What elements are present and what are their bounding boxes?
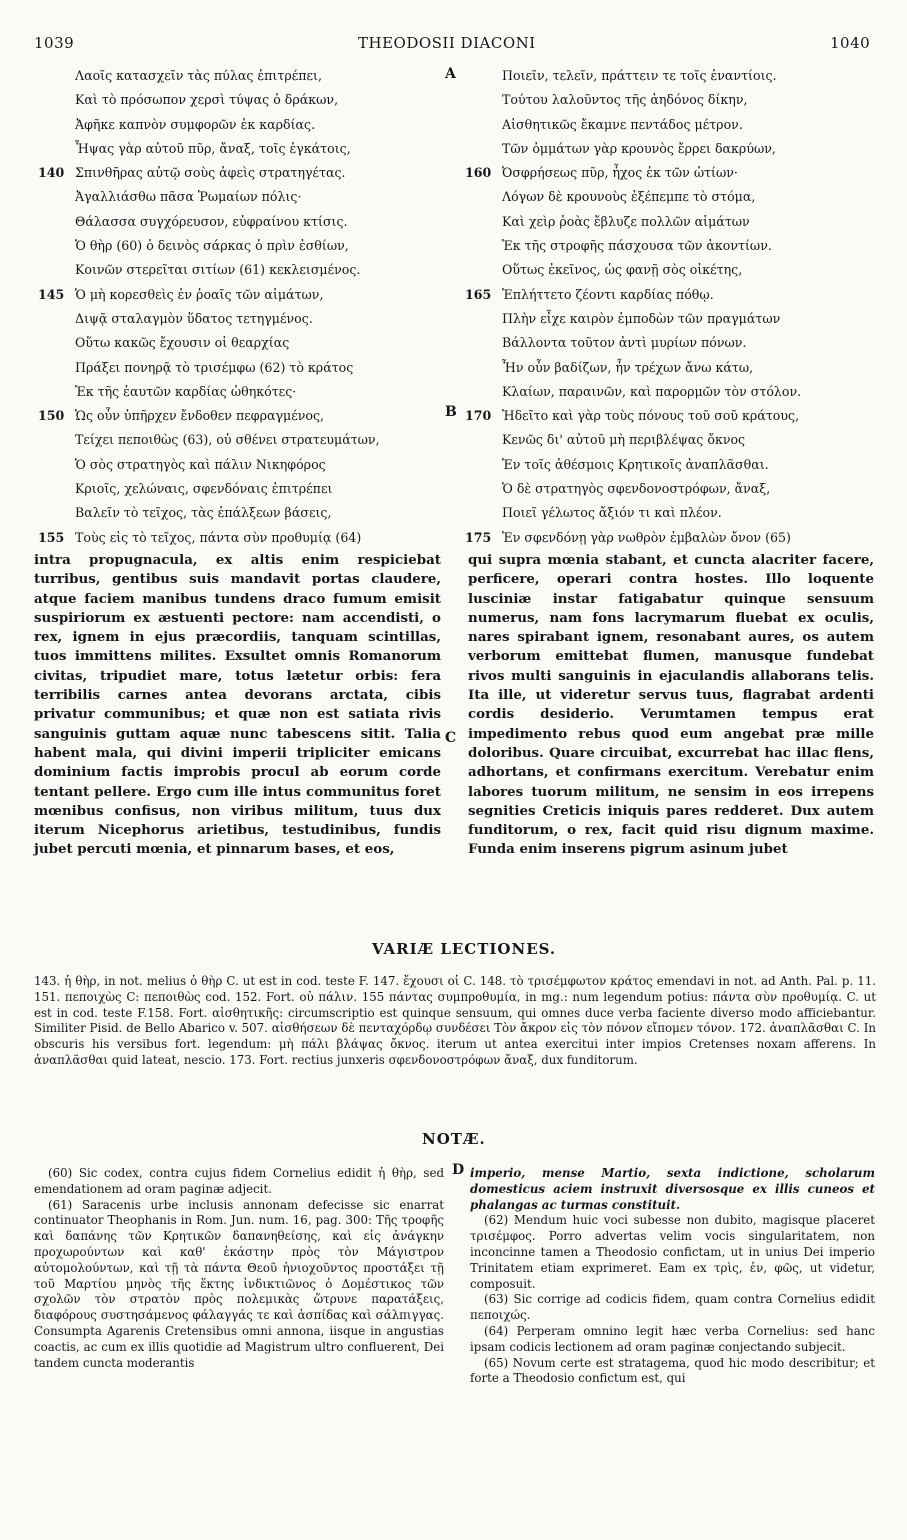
verse-text: Λόγων δὲ κρουνοὺς ἐξέπεμπε τὸ στόμα, [502,189,756,205]
verse-line [465,283,882,307]
verse-text: Κενῶς δι' αὐτοῦ μὴ περιβλέψας ὄκνος [502,432,746,448]
line-number: 145 [38,286,65,302]
verse-text: Τούτου λαλοῦντος τῆς ἀηδόνος δίκην, [502,92,748,108]
line-number: 175 [465,529,492,545]
verse-line [465,404,882,428]
greek-verse-right [465,64,882,550]
latin-translation-right: qui supra mœnia stabant, et cuncta alacriter facere, perficere, operari contra hostes. Illo loquente lusciniæ instar fatigabatur quinque sensuum numerus, nam fons lacrymarum fluebat ex oculis, nares spirabant ignem, resonabant aures, os autem verborum emittebat flumen, manusque fundebat rivos multi sanguinis in ejaculandis allaborans telis. Ita ille, ut videretur servus tuus, flagrabat ardenti cordis desiderio. Verumtamen tempus erat impedimento rebus quod eum angebat præ mille doloribus. Quare circuibat, excurrebat hac illac flens, adhortans, et confirmans exercitum. Verebatur enim labores tuorum militum, ne sensim in eos irrepens segnities Creticis iniquis pares redderet. Dux autem funditorum, o rex, facit quid risu dignum maxime. Funda enim inserens pigrum asinum jubet [468,552,874,858]
verse-line [502,88,882,112]
verse-text: Τείχει πεποιθὼς (63), οὐ σθένει στρατευμάτων, [75,432,380,448]
line-number: 160 [465,165,492,181]
verse-line [75,88,445,112]
verse-text: Αἰσθητικῶς ἔκαμνε πεντάδος μέτρον. [502,116,743,132]
verse-line [75,331,445,355]
verse-line [502,477,882,501]
verse-line [75,258,445,282]
line-number: 170 [465,408,492,424]
variae-lectiones-title: VARIÆ LECTIONES. [372,940,557,958]
verse-text: Ἠδεῖτο καὶ γὰρ τοὺς πόνους τοῦ σοῦ κράτους, [502,408,800,424]
note-paragraph: (63) Sic corrige ad codicis fidem, quam contra Cornelius edidit πεποιχώς. [470,1292,875,1323]
verse-line [502,380,882,404]
line-number: 155 [38,529,65,545]
verse-line [502,453,882,477]
verse-line [38,404,445,428]
verse-text: Καὶ χεὶρ ῥοὰς ἔβλυζε πολλῶν αἱμάτων [502,213,750,229]
verse-line [502,210,882,234]
verse-text: Ἐκ τῆς ἑαυτῶν καρδίας ὠθηκότες· [75,383,297,399]
verse-text: Ὁ μὴ κορεσθεὶς ἐν ῥοαῖς τῶν αἱμάτων, [75,286,324,302]
verse-text: Ἀφῆκε καπνὸν συμφορῶν ἐκ καρδίας. [75,116,316,132]
verse-line [502,331,882,355]
verse-text: Θάλασσα συγχόρευσον, εὐφραίνου κτίσις. [75,213,348,229]
verse-line [502,501,882,525]
verse-line [502,307,882,331]
verse-line [502,258,882,282]
page-number-right: 1040 [830,34,871,52]
verse-text: Βάλλοντα τοῦτον ἀντὶ μυρίων πόνων. [502,335,747,351]
verse-text: Πράξει πονηρᾷ τὸ τρισέμφω (62) τὸ κράτος [75,359,354,375]
verse-text: Ὡς οὖν ὑπῆρχεν ἔνδοθεν πεφραγμένος, [75,408,325,424]
verse-line [502,185,882,209]
verse-text: Κοινῶν στερεῖται σιτίων (61) κεκλεισμένος. [75,262,361,278]
verse-text: Ἧψας γὰρ αὐτοῦ πῦρ, ἄναξ, τοῖς ἐγκάτοις, [75,140,351,156]
verse-line [75,356,445,380]
verse-text: Κλαίων, παραινῶν, καὶ παρορμῶν τὸν στόλον. [502,383,802,399]
verse-line [502,64,882,88]
verse-line [502,113,882,137]
verse-text: Ἦν οὖν βαδίζων, ἦν τρέχων ἄνω κάτω, [502,359,754,375]
notae-left [34,1166,444,1371]
verse-text: Ἐν τοῖς ἀθέσμοις Κρητικοῖς ἀναπλᾶσθαι. [502,456,769,472]
verse-line [38,526,445,550]
verse-line [75,64,445,88]
verse-text: Βαλεῖν τὸ τεῖχος, τὰς ἐπάλξεων βάσεις, [75,505,332,521]
verse-text: Οὕτως ἐκεῖνος, ὡς φανῇ σὸς οἰκέτης, [502,262,743,278]
margin-marker-d: D [452,1162,465,1178]
line-number: 165 [465,286,492,302]
verse-text: Διψᾷ σταλαγμὸν ὕδατος τετηγμένος. [75,310,313,326]
verse-text: Τοὺς εἰς τὸ τεῖχος, πάντα σὺν προθυμίᾳ (64) [75,529,362,545]
verse-text: Ἐν σφενδόνῃ γὰρ νωθρὸν ἐμβαλὼν ὄνον (65) [502,529,791,545]
note-paragraph: (61) Saracenis urbe inclusis annonam defecisse sic enarrat continuator Theophanis in Rom. Jun. num. 16, pag. 300: Τῆς τροφῆς καὶ δαπάνης τῶν Κρητικῶν δαπανηθείσης, καὶ εἰς ἀνάγκην προχωρούντων καὶ καθ' ἑκάστην πρὸς τὸν Μάγιστρον αὐτομολούντων, καὶ τῇ τὰ πάντα Θεοῦ ἡνιοχοῦντος προστάξει τῇ τοῦ Μαρτίου μηνὸς τῆς ἕκτης ἰνδικτιῶνος ὁ Δομέστικος τῶν σχολῶν τὸν στρατὸν πρὸς πολεμικὰς ὥτρυνε παρατάξεις, διαφόρους συστησάμενος φάλαγγάς τε καὶ ἀσπίδας καὶ σάλπιγγας. Consumpta Agarenis Cretensibus omni annona, iisque in angustias coactis, ac cum ex illis quotidie ad Magistrum ultro confluerent, Dei tandem cuncta moderantis [34,1197,444,1370]
verse-line [75,185,445,209]
verse-line [75,234,445,258]
note-paragraph: (64) Perperam omnino legit hæc verba Cornelius: sed hanc ipsam codicis lectionem ad oram paginæ conjectando subjecit. [470,1323,875,1354]
verse-text: Ποιεῖ γέλωτος ἄξιόν τι καὶ πλέον. [502,505,722,521]
verse-line [465,526,882,550]
verse-text: Τῶν ὀμμάτων γὰρ κρουνὸς ἔρρει δακρύων, [502,140,776,156]
verse-text: Ἐκ τῆς στροφῆς πάσχουσα τῶν ἀκοντίων. [502,238,772,254]
verse-text: Ὁ δὲ στρατηγὸς σφενδονοστρόφων, ἄναξ, [502,481,771,497]
verse-text: Λαοῖς κατασχεῖν τὰς πύλας ἐπιτρέπει, [75,68,322,83]
verse-text: Καὶ τὸ πρόσωπον χερσὶ τύψας ὁ δράκων, [75,92,339,108]
note-paragraph: imperio, mense Martio, sexta indictione, scholarum domesticus aciem instruxit diversosque ex illis cuneos et phalangas ac turmas constituit. [470,1166,875,1212]
verse-line [75,428,445,452]
verse-line [75,113,445,137]
verse-line [75,380,445,404]
verse-line [38,161,445,185]
verse-line [75,307,445,331]
verse-line [75,137,445,161]
margin-marker-c: C [445,730,457,746]
greek-verse-left [38,64,445,550]
verse-line [75,453,445,477]
line-number: 150 [38,408,65,424]
notae-right [470,1166,875,1387]
note-paragraph: (65) Novum certe est stratagema, quod hic modo describitur; et forte a Theodosio confictum est, qui [470,1355,875,1386]
verse-line [465,161,882,185]
verse-line [502,428,882,452]
line-number: 140 [38,165,65,181]
notae-title: NOTÆ. [422,1130,486,1148]
verse-text: Ποιεῖν, τελεῖν, πράττειν τε τοῖς ἐναντίοις. [502,68,777,83]
latin-translation-left: intra propugnacula, ex altis enim respiciebat turribus, gentibus suis mandavit portas claudere, atque faciem manibus tundens draco fumum emisit suspiriorum ex æstuenti pectore: nam accendisti, o rex, ignem in ejus præcordiis, tanquam scintillas, tuos immittens milites. Exsultet omnis Romanorum civitas, tripudiet mare, totus lætetur orbis: fera terribilis carnes antea devorans arctata, cibis privatur communibus; et quæ non est satiata rivis sanguinis guttam aquæ nunc tabescens sitit. Talia habent mala, qui divini imperii tripliciter emicans dominium factis improbis procul ab eorum corde tentant pellere. Ergo cum ille intus communitus foret mœnibus confisus, non viribus militum, tuus dux iterum Nicephorus arietibus, testudinibus, fundis jubet percuti mœnia, et pinnarum bases, et eos, [34,552,441,858]
verse-text: Ὀσφρήσεως πῦρ, ἦχος ἐκ τῶν ὠτίων· [502,165,738,181]
verse-text: Κριοῖς, χελώναις, σφενδόναις ἐπιτρέπει [75,481,333,497]
verse-text: Ἀγαλλιάσθω πᾶσα Ῥωμαίων πόλις· [75,189,302,205]
verse-line [75,477,445,501]
running-title: THEODOSII DIACONI [358,34,536,52]
verse-line [38,283,445,307]
verse-text: Πλὴν εἶχε καιρὸν ἐμποδὼν τῶν πραγμάτων [502,310,781,326]
note-paragraph: (62) Mendum huic voci subesse non dubito, magisque placeret τρισέμφος. Porro advertas velim vocis singularitatem, non inconcinne tamen a Theodosio confictam, ut in unius Dei imperio Trinitatem etiam exprimeret. Eam ex τρὶς, ἐν, φῶς, ut videtur, composuit. [470,1213,875,1291]
margin-marker-b: B [445,404,457,420]
verse-text: Ἐπλήττετο ζέοντι καρδίας πόθῳ. [502,286,714,302]
verse-line [502,234,882,258]
verse-line [75,210,445,234]
page-number-left: 1039 [34,34,75,52]
note-paragraph: (60) Sic codex, contra cujus fidem Cornelius edidit ἡ θὴρ, sed emendationem ad oram paginæ adjecit. [34,1166,444,1196]
verse-text: Σπινθῆρας αὐτῷ σοὺς ἀφεὶς στρατηγέτας. [75,165,346,181]
verse-line [502,137,882,161]
margin-marker-a: A [445,66,456,82]
verse-text: Οὕτω κακῶς ἔχουσιν οἱ θεαρχίας [75,335,290,351]
verse-line [75,501,445,525]
verse-text: Ὁ σὸς στρατηγὸς καὶ πάλιν Νικηφόρος [75,456,326,472]
verse-line [502,356,882,380]
variae-lectiones-text: 143. ἡ θὴρ, in not. melius ὁ θὴρ C. ut est in cod. teste F. 147. ἔχουσι οἱ C. 148. τὸ τρισέμφωτον κράτος emendavi in not. ad Anth. Pal. p. 11. 151. πεποιχὼς C: πεποιθὼς cod. 152. Fort. οὐ πάλιν. 155 πάντας συμπροθυμία, in mg.: num legendum potius: πάντα σὺν προθυμίᾳ. C. ut est in cod. teste F.158. Fort. αἰσθητικῆς: circumscriptio est quinque sensuum, qui omnes duce verba faciente diverso modo afficiebantur. Similiter Pisid. de Bello Abarico v. 507. αἰσθήσεων δὲ πενταχόρδῳ συνδέσει Τὸν ἄκρον εἰς τὸν πόνον εἴπομεν τόνον. 172. ἀναπλᾶσθαι C. In obscuris his versibus fort. legendum: μὴ πάλι βλάψας ὄκνος. iterum ut antea exercitui inter impios Cretenses noxam afferens. In ἀναπλᾶσθαι quid lateat, nescio. 173. Fort. rectius junxeris σφενδονοστρόφων ἄναξ, dux funditorum. [34,974,876,1067]
verse-text: Ὁ θὴρ (60) ὁ δεινὸς σάρκας ὁ πρὶν ἐσθίων, [75,238,349,254]
